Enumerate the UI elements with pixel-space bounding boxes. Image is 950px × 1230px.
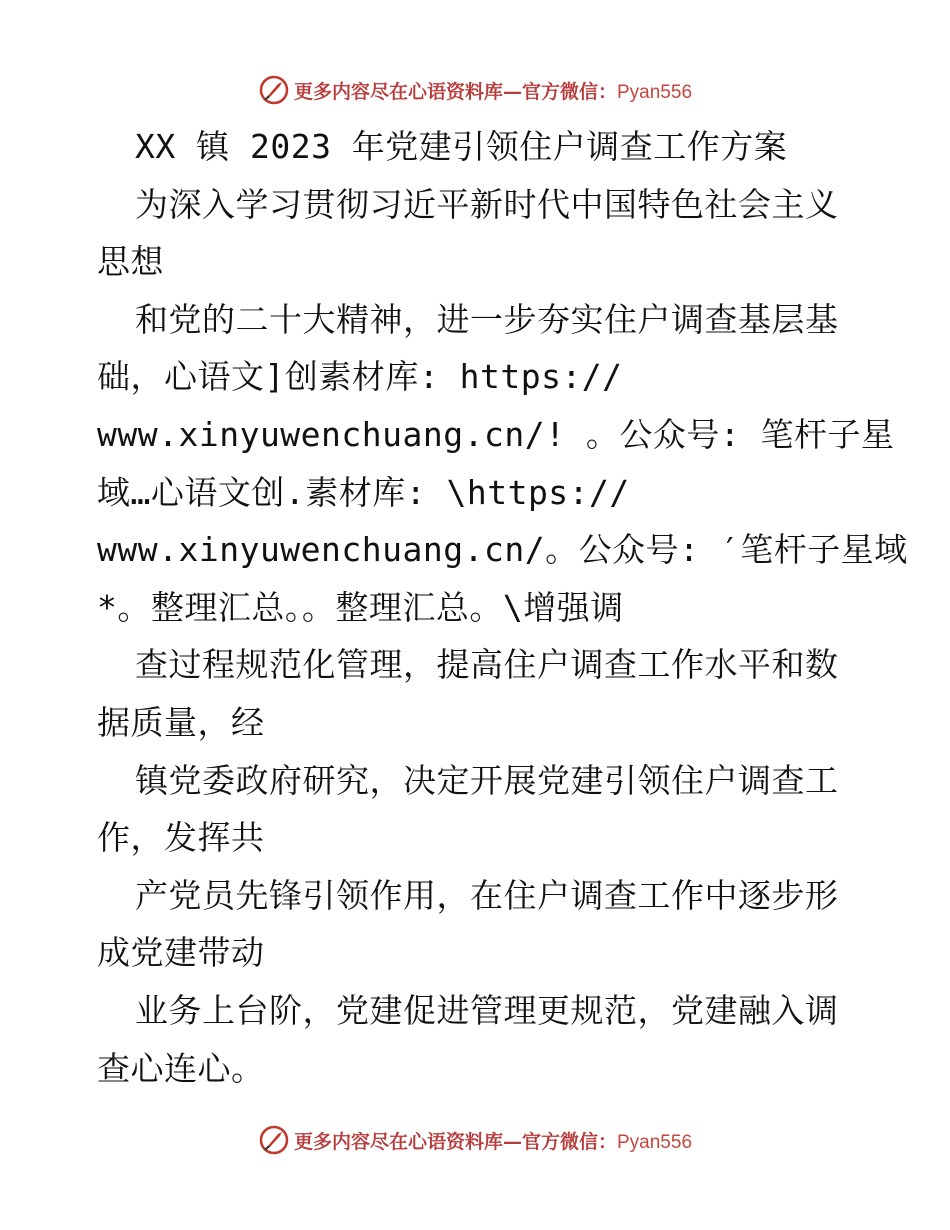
paragraph-line: 作，发挥共 xyxy=(97,818,265,858)
paragraph-line: 思想 xyxy=(97,242,164,282)
paragraph-line: 础，心语文]创素材库: https:// xyxy=(97,357,623,397)
paragraph-line: 业务上台阶，党建促进管理更规范，党建融入调 xyxy=(135,990,839,1030)
paragraph-line: www.xinyuwenchuang.cn/。公众号: ′笔杆子星域 xyxy=(97,530,908,570)
paragraph-line: *。整理汇总。。整理汇总。\增强调 xyxy=(97,587,624,627)
footer-banner-text: 更多内容尽在心语资料库—官方微信：Pyan556 xyxy=(293,1130,693,1153)
footer-banner xyxy=(0,1120,950,1160)
paragraph-line: 成党建带动 xyxy=(97,933,265,973)
header-banner-brand: Pyan556 xyxy=(617,81,693,103)
document-body xyxy=(97,118,908,1097)
paragraph-line: 查过程规范化管理，提高住户调查工作水平和数 xyxy=(135,645,839,685)
paragraph-line: 据质量，经 xyxy=(97,702,265,742)
quill-pen-icon xyxy=(258,74,290,106)
paragraph-line: 和党的二十大精神，进一步夯实住户调查基层基 xyxy=(135,299,839,339)
paragraph-line: 产党员先锋引领作用，在住户调查工作中逐步形 xyxy=(135,875,839,915)
quill-pen-icon xyxy=(258,1124,290,1156)
footer-banner-brand: Pyan556 xyxy=(617,1131,693,1153)
header-banner-text: 更多内容尽在心语资料库—官方微信：Pyan556 xyxy=(293,80,693,103)
header-banner xyxy=(0,70,950,110)
paragraph-line: 查心连心。 xyxy=(97,1048,265,1088)
paragraph-line: 域…心语文创.素材库: \https:// xyxy=(97,472,630,512)
paragraph-line: 为深入学习贯彻习近平新时代中国特色社会主义 xyxy=(135,184,839,224)
paragraph-line: www.xinyuwenchuang.cn/! 。公众号: 笔杆子星 xyxy=(97,414,895,454)
document-title: XX 镇 2023 年党建引领住户调查工作方案 xyxy=(135,127,788,166)
paragraph-line: 镇党委政府研究，决定开展党建引领住户调查工 xyxy=(135,760,839,800)
